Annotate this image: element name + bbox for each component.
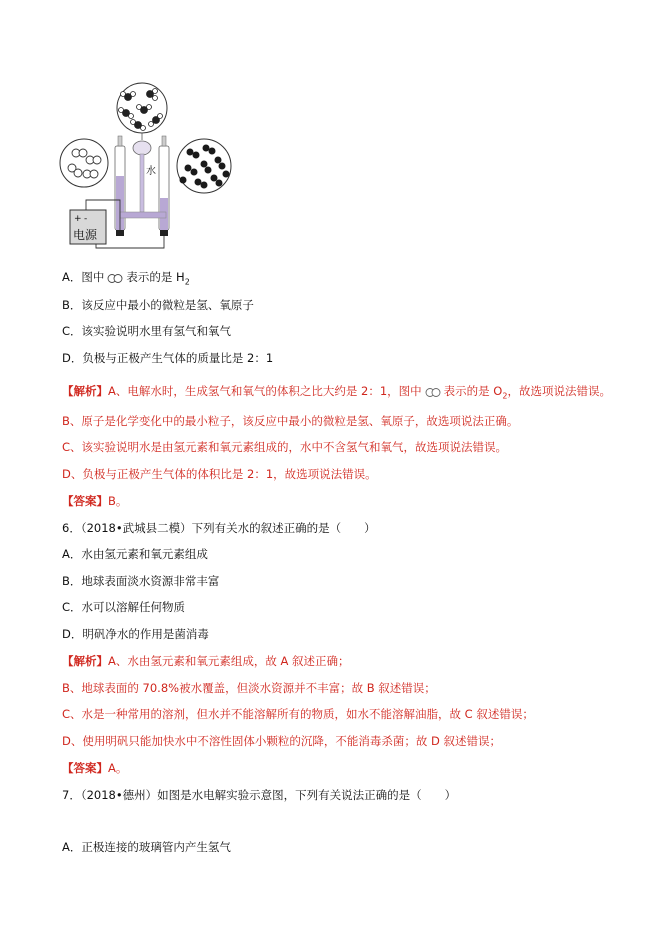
q6-option-d: D．明矾净水的作用是菌消毒: [62, 627, 209, 641]
option-a: A．图中 表示的是 $H_2$: [62, 270, 190, 287]
answer: 【答案】B。: [62, 494, 128, 508]
water-label: 水: [146, 166, 156, 177]
power-minus-label: -: [84, 214, 88, 224]
analysis-d: D、负极与正极产生气体的体积比是 2：1，故选项说法错误。: [62, 467, 377, 481]
option-c: C．该实验说明水里有氢气和氧气: [62, 324, 232, 338]
q6-analysis-a: 【解析】A、水由氢元素和氧元素组成，故 A 叙述正确；: [62, 654, 350, 668]
q6-option-c: C．水可以溶解任何物质: [62, 600, 186, 614]
analysis-b: B、原子是化学变化中的最小粒子，该反应中最小的微粒是氢、氧原子，故选项说法正确。: [62, 414, 519, 428]
molecule-icon: [425, 387, 441, 398]
analysis-a: 【解析】A、电解水时，生成氢气和氧气的体积之比大约是 2：1，图中 表示的是 $O_2$，故选项说法错误。: [62, 384, 611, 401]
q6-option-a: A．水由氢元素和氧元素组成: [62, 547, 208, 561]
left-molecule-circle: [60, 139, 108, 187]
q6-option-b: B．地球表面淡水资源非常丰富: [62, 574, 220, 588]
electrolysis-apparatus-diagram: [56, 80, 246, 252]
hydrogen-molecule-icon: [107, 273, 123, 284]
analysis-c: C、该实验说明水是由氢元素和氧元素组成的，水中不含氢气和氧气，故选项说法错误。: [62, 440, 508, 454]
power-plus-label: +: [74, 214, 82, 224]
q6-analysis-d: D、使用明矾只能加快水中不溶性固体小颗粒的沉降，不能消毒杀菌；故 D 叙述错误；: [62, 734, 502, 748]
option-b: B．该反应中最小的微粒是氢、氧原子: [62, 298, 254, 312]
q6-analysis-c: C、水是一种常用的溶剂，但水并不能溶解所有的物质，如水不能溶解油脂，故 C 叙述错误；: [62, 707, 534, 721]
q7-option-a: A．正极连接的玻璃管内产生氢气: [62, 840, 231, 854]
question-6-stem: 6．（2018•武城县二模）下列有关水的叙述正确的是（ ）: [62, 521, 376, 535]
q6-analysis-b: B、地球表面的 70.8%被水覆盖，但淡水资源并不丰富；故 B 叙述错误；: [62, 681, 436, 695]
q6-answer: 【答案】A。: [62, 761, 128, 775]
water-reservoir: [133, 141, 151, 155]
power-label: 电源: [73, 228, 98, 242]
option-d: D．负极与正极产生气体的质量比是 2：1: [62, 351, 274, 365]
question-7-stem: 7．（2018•德州）如图是水电解实验示意图，下列有关说法正确的是（ ）: [62, 788, 457, 802]
